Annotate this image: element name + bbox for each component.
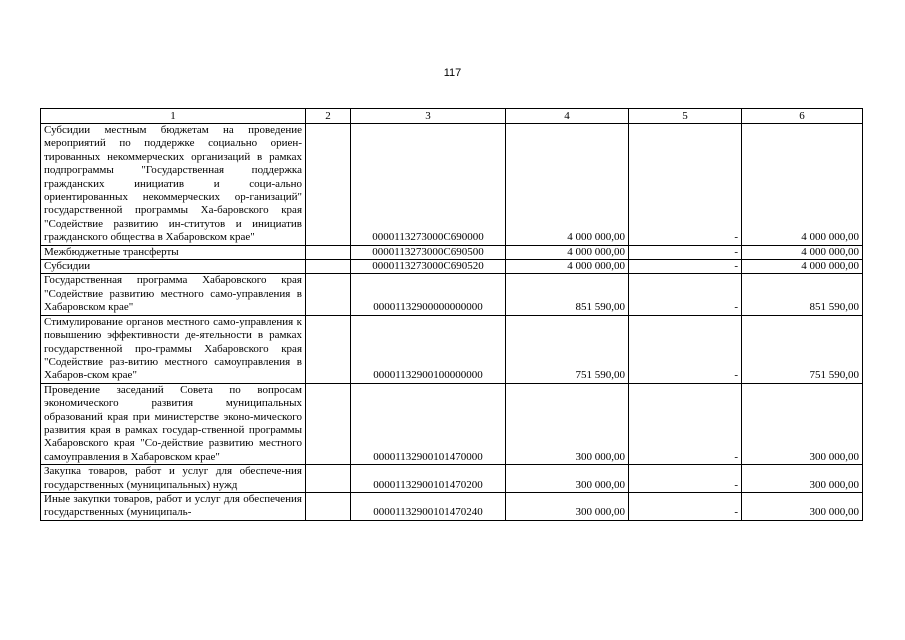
row-col5: - [629, 315, 742, 383]
row-name: Закупка товаров, работ и услуг для обеспече-ния государственных (муниципальных) нужд [41, 465, 306, 493]
row-total: 300 000,00 [742, 465, 863, 493]
row-col5: - [629, 260, 742, 274]
budget-table [40, 108, 863, 521]
row-col5: - [629, 383, 742, 464]
row-amount: 300 000,00 [506, 492, 629, 520]
row-code: 0000113273000С690000 [351, 124, 506, 246]
row-col2 [306, 274, 351, 315]
row-col5: - [629, 245, 742, 259]
table-row [41, 315, 863, 383]
table-row [41, 124, 863, 246]
row-amount: 300 000,00 [506, 383, 629, 464]
row-col2 [306, 383, 351, 464]
row-total: 300 000,00 [742, 383, 863, 464]
row-name: Проведение заседаний Совета по вопросам экономического развития муниципальных образований края при министерстве эконо-мического развития края в рамках государ-ственной программы Хабаровского края "Со-действие развитию местного самоуправления в Хабаровском крае" [41, 383, 306, 464]
column-header: 2 [306, 109, 351, 124]
row-name: Субсидии местным бюджетам на проведение мероприятий по поддержке социально ориен-тированных некоммерческих организаций в рамках подпрограммы "Государственная поддержка гражданских инициатив и соци-ально ориентированных некоммерческих ор-ганизаций" государственной программы Ха-баровского края "Содействие развитию ин-ститутов и инициатив гражданского общества в Хабаровском крае" [41, 124, 306, 246]
row-code: 00001132900101470240 [351, 492, 506, 520]
row-amount: 4 000 000,00 [506, 260, 629, 274]
row-code: 0000113273000С690500 [351, 245, 506, 259]
row-total: 4 000 000,00 [742, 260, 863, 274]
row-amount: 4 000 000,00 [506, 245, 629, 259]
row-name: Государственная программа Хабаровского края "Содействие развитию местного само-управления в Хабаровском крае" [41, 274, 306, 315]
table-row [41, 465, 863, 493]
page-number: 117 [443, 67, 462, 79]
column-header: 1 [41, 109, 306, 124]
row-col2 [306, 315, 351, 383]
row-col5: - [629, 124, 742, 246]
row-amount: 751 590,00 [506, 315, 629, 383]
table-row [41, 260, 863, 274]
table-row [41, 383, 863, 464]
row-code: 00001132900101470000 [351, 383, 506, 464]
row-amount: 4 000 000,00 [506, 124, 629, 246]
table-row [41, 492, 863, 520]
row-total: 851 590,00 [742, 274, 863, 315]
column-header: 6 [742, 109, 863, 124]
column-header: 5 [629, 109, 742, 124]
row-col2 [306, 260, 351, 274]
table-row [41, 274, 863, 315]
row-col5: - [629, 274, 742, 315]
row-col2 [306, 465, 351, 493]
row-code: 00001132900000000000 [351, 274, 506, 315]
row-col2 [306, 492, 351, 520]
row-name: Иные закупки товаров, работ и услуг для обеспечения государственных (муниципаль- [41, 492, 306, 520]
row-total: 4 000 000,00 [742, 245, 863, 259]
row-amount: 851 590,00 [506, 274, 629, 315]
row-total: 300 000,00 [742, 492, 863, 520]
row-code: 00001132900100000000 [351, 315, 506, 383]
row-total: 751 590,00 [742, 315, 863, 383]
row-code: 0000113273000С690520 [351, 260, 506, 274]
row-name: Субсидии [41, 260, 306, 274]
row-name: Стимулирование органов местного само-управления к повышению эффективности де-ятельности в рамках государственной про-граммы Хабаровского края "Содействие раз-витию местного самоуправления в Хабаров-ском крае" [41, 315, 306, 383]
row-col2 [306, 245, 351, 259]
row-code: 00001132900101470200 [351, 465, 506, 493]
header-row [41, 109, 863, 124]
row-name: Межбюджетные трансферты [41, 245, 306, 259]
column-header: 3 [351, 109, 506, 124]
row-col2 [306, 124, 351, 246]
table-row [41, 245, 863, 259]
row-amount: 300 000,00 [506, 465, 629, 493]
column-header: 4 [506, 109, 629, 124]
row-total: 4 000 000,00 [742, 124, 863, 246]
row-col5: - [629, 492, 742, 520]
row-col5: - [629, 465, 742, 493]
